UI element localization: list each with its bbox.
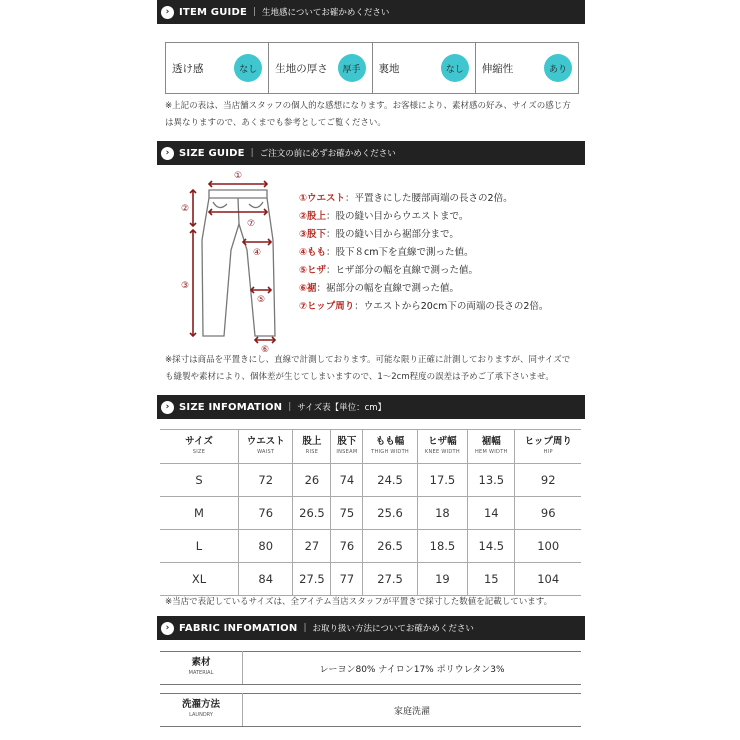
item-guide-cell (166, 43, 269, 93)
section-subtitle: お取り扱い方法についてお確かめください (312, 624, 474, 634)
diagram-mark-hip: ⑦ (246, 219, 256, 229)
table-cell: 18 (417, 497, 467, 530)
table-cell: 19 (417, 563, 467, 596)
size-table-header-row (160, 430, 581, 464)
column-header: 裾幅 HEM WIDTH (468, 430, 515, 464)
column-header: ウエスト WAIST (239, 430, 293, 464)
diagram-mark-hem: ⑥ (260, 345, 270, 354)
diagram-mark-thigh: ④ (252, 248, 262, 258)
fabric-laundry-table (160, 693, 581, 727)
chevron-right-icon: › (161, 147, 174, 160)
item-guide-label: 透け感 (172, 62, 204, 75)
legend-item: ⑤ヒザ：ヒザ部分の幅を直線で測った値。 (299, 265, 479, 276)
table-cell: 27.5 (293, 563, 331, 596)
header-separator: | (250, 148, 254, 158)
header-separator: | (253, 7, 257, 17)
chevron-right-icon: › (161, 401, 174, 414)
diagram-mark-rise: ② (181, 204, 190, 214)
diagram-mark-inseam: ③ (181, 281, 190, 291)
item-guide-label: 裏地 (378, 62, 400, 75)
table-cell: 15 (468, 563, 515, 596)
item-guide-header (157, 0, 585, 24)
row-header: 素材 MATERIAL (160, 652, 243, 685)
item-guide-label: 伸縮性 (481, 62, 514, 75)
table-cell: 96 (515, 497, 581, 530)
table-cell: 100 (515, 530, 581, 563)
table-row (160, 563, 581, 596)
table-cell: 26 (293, 464, 331, 497)
pants-measure-diagram (181, 168, 291, 354)
fabric-info-header (157, 616, 585, 640)
header-separator: | (288, 402, 292, 412)
table-cell: XL (160, 563, 239, 596)
legend-item: ⑥裾：裾部分の幅を直線で測った値。 (299, 283, 460, 294)
table-cell: 14 (468, 497, 515, 530)
table-cell: 13.5 (468, 464, 515, 497)
item-guide-note (165, 98, 585, 132)
table-cell: 92 (515, 464, 581, 497)
column-header: 股下 INSEAM (331, 430, 363, 464)
table-cell: 27 (293, 530, 331, 563)
table-cell: 25.6 (363, 497, 417, 530)
section-subtitle: 生地感についてお確かめください (262, 8, 390, 18)
item-guide-value-badge: なし (234, 54, 262, 82)
table-cell: S (160, 464, 239, 497)
table-cell: 14.5 (468, 530, 515, 563)
table-cell: 77 (331, 563, 363, 596)
diagram-mark-waist: ① (233, 171, 243, 181)
table-cell: 74 (331, 464, 363, 497)
section-title: ITEM GUIDE (179, 6, 247, 18)
section-subtitle: サイズ表【単位：cm】 (297, 403, 387, 413)
size-table (160, 429, 581, 596)
item-guide-label: 生地の厚さ (275, 62, 328, 75)
item-guide-value-badge: 厚手 (338, 54, 366, 82)
legend-item: ②股上：股の縫い目からウエストまで。 (299, 211, 469, 222)
table-cell: 84 (239, 563, 293, 596)
column-header: サイズ SIZE (160, 430, 239, 464)
table-row (160, 464, 581, 497)
note-line: は異なりますので、あくまでも参考としてご覧ください。 (165, 118, 386, 128)
legend-item: ④もも：股下８cm下を直線で測った値。 (299, 247, 474, 258)
table-cell: 26.5 (363, 530, 417, 563)
table-row (160, 530, 581, 563)
table-cell: 104 (515, 563, 581, 596)
section-title: SIZE GUIDE (179, 147, 245, 159)
table-row (160, 652, 581, 685)
table-cell: 76 (239, 497, 293, 530)
size-info-header (157, 395, 585, 419)
item-guide-cell (476, 43, 578, 93)
item-guide-table (165, 42, 579, 94)
table-cell: 75 (331, 497, 363, 530)
table-cell: 家庭洗濯 (243, 694, 582, 727)
legend-item: ③股下：股の縫い目から裾部分まで。 (299, 229, 459, 240)
diagram-mark-knee: ⑤ (256, 295, 266, 305)
table-cell: 76 (331, 530, 363, 563)
section-subtitle: ご注文の前に必ずお確かめください (259, 149, 396, 159)
fabric-material-table (160, 651, 581, 685)
legend-item: ⑦ヒップ周り：ウエストから20cm下の両端の長さの2倍。 (299, 301, 549, 312)
chevron-right-icon: › (161, 622, 174, 635)
legend-item: ①ウエスト：平置きにした腰部両端の長さの2倍。 (299, 193, 513, 204)
table-cell: 26.5 (293, 497, 331, 530)
note-line: も縫製や素材により、個体差が生じてしまいますので、1〜2cm程度の誤差は予めご了承下さいませ。 (165, 372, 554, 382)
chevron-right-icon: › (161, 6, 174, 19)
table-cell: 27.5 (363, 563, 417, 596)
table-cell: 24.5 (363, 464, 417, 497)
note-line: ※採寸は商品を平置きにし、直線で計測しております。可能な限り正確に計測しておりますが、同サイズで (165, 355, 571, 365)
header-separator: | (303, 623, 307, 633)
item-guide-value-badge: あり (544, 54, 572, 82)
table-row (160, 694, 581, 727)
table-row (160, 497, 581, 530)
column-header: 股上 RISE (293, 430, 331, 464)
size-info-note: ※当店で表記しているサイズは、全アイテム当店スタッフが平置きで採寸した数値を記載しています。 (165, 597, 553, 607)
note-line: ※上記の表は、当店舗スタッフの個人的な感想になります。お客様により、素材感の好み、サイズの感じ方 (165, 101, 571, 111)
item-guide-cell (269, 43, 372, 93)
table-cell: 72 (239, 464, 293, 497)
item-guide-value-badge: なし (441, 54, 469, 82)
column-header: ヒザ幅 KNEE WIDTH (417, 430, 467, 464)
column-header: もも幅 THIGH WIDTH (363, 430, 417, 464)
table-cell: 80 (239, 530, 293, 563)
size-guide-note (165, 352, 585, 386)
section-title: FABRIC INFOMATION (179, 622, 298, 634)
table-cell: M (160, 497, 239, 530)
item-guide-cell (373, 43, 476, 93)
column-header: ヒップ周り HIP (515, 430, 581, 464)
table-cell: レーヨン80% ナイロン17% ポリウレタン3% (243, 652, 582, 685)
table-cell: 17.5 (417, 464, 467, 497)
section-title: SIZE INFOMATION (179, 401, 283, 413)
table-cell: 18.5 (417, 530, 467, 563)
size-guide-header (157, 141, 585, 165)
row-header: 洗濯方法 LAUNDRY (160, 694, 243, 727)
table-cell: L (160, 530, 239, 563)
